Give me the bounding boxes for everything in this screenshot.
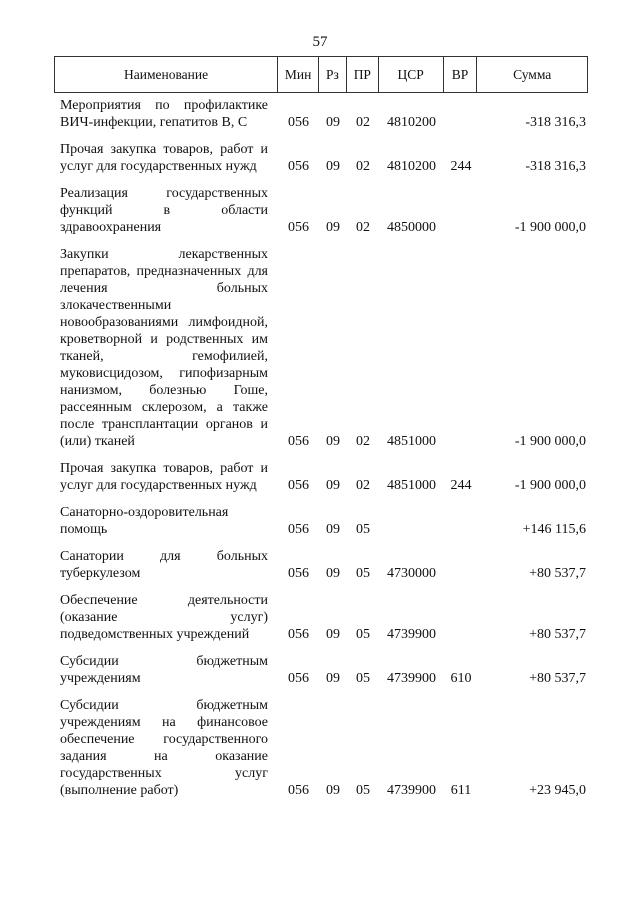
row-sum: +80 537,7 (529, 627, 586, 642)
row-min: 056 (288, 671, 309, 686)
row-sum: -1 900 000,0 (514, 478, 586, 493)
table-row (54, 697, 588, 799)
row-pr: 05 (356, 522, 370, 537)
row-vr: 244 (450, 478, 472, 493)
row-pr: 05 (356, 566, 370, 581)
page-number: 57 (312, 34, 328, 50)
row-min: 056 (288, 115, 309, 130)
table-row (54, 141, 588, 175)
header-rz: Рз (319, 57, 347, 92)
row-sum: -318 316,3 (525, 115, 586, 130)
row-name: Обеспечение деятельности (оказание услуг) подведомственных учреждений (60, 593, 268, 642)
row-name: Санаторно-оздоровительная помощь (60, 505, 229, 537)
table-row (54, 592, 588, 643)
row-rz: 09 (326, 566, 340, 581)
row-name: Реализация государственных функций в области здравоохранения (60, 186, 268, 235)
row-rz: 09 (326, 627, 340, 642)
header-name: Наименование (55, 57, 278, 92)
table-row (54, 185, 588, 236)
row-min: 056 (288, 159, 309, 174)
header-min: Мин (278, 57, 319, 92)
row-csr: 4851000 (387, 434, 436, 449)
table-header (54, 56, 588, 93)
row-pr: 02 (356, 115, 370, 130)
header-sum: Сумма (513, 66, 552, 82)
row-rz: 09 (326, 671, 340, 686)
row-vr: 611 (450, 783, 472, 798)
row-pr: 05 (356, 783, 370, 798)
row-name: Прочая закупка товаров, работ и услуг для государственных нужд (60, 142, 268, 174)
row-vr: 244 (450, 159, 472, 174)
table-row (54, 246, 588, 450)
row-rz: 09 (326, 434, 340, 449)
row-name: Санатории для больных туберкулезом (60, 549, 268, 581)
row-sum: -1 900 000,0 (514, 220, 586, 235)
row-min: 056 (288, 783, 309, 798)
table-row (54, 504, 588, 538)
row-sum: +80 537,7 (529, 671, 586, 686)
table-row (54, 653, 588, 687)
row-pr: 02 (356, 434, 370, 449)
row-rz: 09 (326, 220, 340, 235)
row-min: 056 (288, 478, 309, 493)
row-csr: 4810200 (387, 159, 436, 174)
row-pr: 02 (356, 220, 370, 235)
row-csr: 4851000 (387, 478, 436, 493)
row-rz: 09 (326, 783, 340, 798)
row-csr: 4850000 (387, 220, 436, 235)
row-pr: 05 (356, 671, 370, 686)
table-row (54, 548, 588, 582)
row-sum: -318 316,3 (525, 159, 586, 174)
row-min: 056 (288, 434, 309, 449)
table-row (54, 97, 588, 131)
row-vr: 610 (450, 671, 472, 686)
row-pr: 05 (356, 627, 370, 642)
row-pr: 02 (356, 159, 370, 174)
row-name: Закупки лекарственных препаратов, предназначенных для лечения больных злокачественными новообразованиями лимфоидной, кроветворной и родственных им тканей, гемофилией, муковисцидозом, гипофизарным нанизмом, болезнью Гоше, рассеянным склерозом, а также после трансплантации органов и (или) тканей (60, 247, 268, 449)
row-sum: +80 537,7 (529, 566, 586, 581)
row-min: 056 (288, 522, 309, 537)
row-csr: 4739900 (387, 671, 436, 686)
row-rz: 09 (326, 522, 340, 537)
row-csr: 4810200 (387, 115, 436, 130)
row-min: 056 (288, 220, 309, 235)
row-min: 056 (288, 627, 309, 642)
row-csr: 4730000 (387, 566, 436, 581)
row-sum: +23 945,0 (529, 783, 586, 798)
header-pr: ПР (347, 57, 379, 92)
row-pr: 02 (356, 478, 370, 493)
row-min: 056 (288, 566, 309, 581)
row-csr: 4739900 (387, 783, 436, 798)
row-sum: +146 115,6 (522, 522, 586, 537)
row-sum: -1 900 000,0 (514, 434, 586, 449)
row-name: Мероприятия по профилактике ВИЧ-инфекции, гепатитов В, С (60, 98, 268, 130)
row-csr: 4739900 (387, 627, 436, 642)
table-row (54, 460, 588, 494)
row-rz: 09 (326, 115, 340, 130)
row-rz: 09 (326, 159, 340, 174)
row-rz: 09 (326, 478, 340, 493)
header-csr: ЦСР (379, 57, 444, 92)
table-body (54, 97, 588, 799)
row-name: Субсидии бюджетным учреждениям (60, 654, 268, 686)
row-name: Субсидии бюджетным учреждениям на финансовое обеспечение государственного задания на оказание государственных услуг (выполнение работ) (60, 698, 268, 798)
row-name: Прочая закупка товаров, работ и услуг для государственных нужд (60, 461, 268, 493)
header-vr: ВР (444, 57, 478, 92)
